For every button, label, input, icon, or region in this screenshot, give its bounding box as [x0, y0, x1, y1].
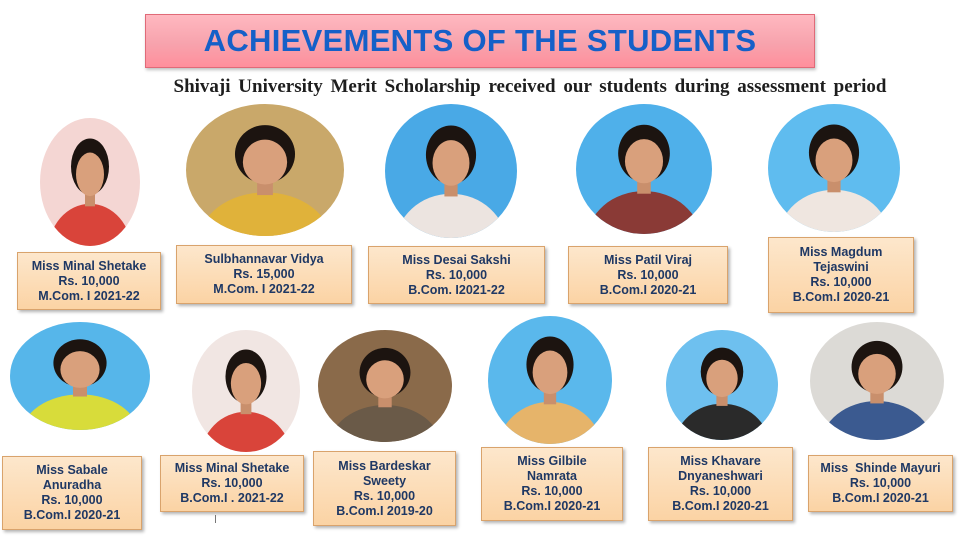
- student-course: M.Com. I 2021-22: [213, 282, 315, 296]
- face-shape: [231, 363, 261, 404]
- student-name: Sulbhannavar Vidya: [204, 252, 324, 266]
- portrait-drawing: [666, 330, 778, 440]
- portrait-drawing: [318, 330, 452, 442]
- portrait-drawing: [192, 330, 300, 452]
- portrait-drawing: [40, 118, 140, 246]
- portrait-drawing: [810, 322, 944, 440]
- student-name: Miss Shinde Mayuri: [820, 461, 941, 475]
- scholarship-amount: Rs. 10,000: [201, 476, 263, 490]
- portrait-drawing: [10, 322, 150, 430]
- student-course: B.Com.I 2020-21: [792, 290, 890, 304]
- page-title: ACHIEVEMENTS OF THE STUDENTS: [203, 23, 757, 58]
- scholarship-amount: Rs. 10,000: [689, 484, 752, 498]
- student-card: [17, 252, 161, 310]
- student-card: [176, 245, 352, 304]
- student-photo: [576, 104, 712, 234]
- portrait-drawing: [186, 104, 344, 236]
- student-name: Miss Bardeskar Sweety: [338, 458, 431, 488]
- student-photo: [318, 330, 452, 442]
- student-card: [568, 246, 728, 304]
- student-card: [368, 246, 545, 304]
- student-card: [2, 456, 142, 530]
- scholarship-amount: Rs. 10,000: [425, 267, 488, 282]
- portrait-drawing: [488, 316, 612, 444]
- scholarship-amount: Rs. 10,000: [521, 484, 583, 498]
- scholarship-amount: Rs. 10,000: [58, 273, 120, 288]
- student-photo: [40, 118, 140, 246]
- portrait-drawing: [576, 104, 712, 234]
- student-photo: [192, 330, 300, 452]
- face-shape: [706, 360, 737, 397]
- scholarship-amount: Rs. 15,000: [233, 267, 295, 281]
- scholarship-amount: Rs. 10,000: [353, 488, 416, 503]
- student-course: B.Com.I 2020-21: [832, 491, 929, 505]
- student-photo: [10, 322, 150, 430]
- student-card: [481, 447, 623, 521]
- student-photo: [768, 104, 900, 232]
- student-name: Miss Minal Shetake: [31, 258, 147, 273]
- student-card: [768, 237, 914, 313]
- student-name: Miss Magdum Tejaswini: [799, 245, 883, 274]
- student-course: B.Com.I 2020-21: [599, 282, 697, 297]
- student-course: B.Com.I . 2021-22: [180, 491, 284, 505]
- portrait-drawing: [385, 104, 517, 238]
- student-course: B.Com.I 2020-21: [23, 508, 121, 522]
- student-name: Miss Sabale Anuradha: [36, 463, 108, 492]
- student-photo: [488, 316, 612, 444]
- student-name: Miss Desai Sakshi: [402, 252, 511, 267]
- student-card: [313, 451, 456, 526]
- student-name: Miss Patil Viraj: [603, 252, 692, 267]
- student-card: [648, 447, 793, 521]
- student-course: M.Com. I 2021-22: [38, 288, 140, 303]
- divider-tick: [215, 515, 216, 523]
- student-name: Miss Khavare Dnyaneshwari: [678, 454, 763, 483]
- student-name: Miss Gilbile Namrata: [517, 454, 587, 483]
- face-shape: [816, 139, 853, 183]
- student-photo: [810, 322, 944, 440]
- student-photo: [666, 330, 778, 440]
- scholarship-amount: Rs. 10,000: [617, 267, 679, 282]
- student-photo: [385, 104, 517, 238]
- face-shape: [366, 360, 404, 398]
- student-card: [808, 455, 953, 512]
- scholarship-amount: Rs. 10,000: [41, 493, 103, 507]
- face-shape: [533, 351, 568, 395]
- face-shape: [433, 140, 470, 186]
- face-shape: [858, 354, 896, 394]
- student-photo: [186, 104, 344, 236]
- page-subtitle: Shivaji University Merit Scholarship received our students during assessment period: [173, 76, 887, 97]
- face-shape: [243, 140, 287, 185]
- portrait-drawing: [768, 104, 900, 232]
- face-shape: [60, 351, 99, 388]
- face-shape: [76, 153, 104, 197]
- student-course: B.Com. I2021-22: [408, 282, 505, 297]
- student-card: [160, 455, 304, 512]
- student-course: B.Com.I 2020-21: [503, 499, 601, 513]
- student-course: B.Com.I 2020-21: [672, 499, 769, 513]
- student-course: B.Com.I 2019-20: [336, 503, 433, 518]
- title-banner: [145, 14, 815, 68]
- scholarship-amount: Rs. 10,000: [810, 275, 872, 289]
- scholarship-amount: Rs. 10,000: [849, 476, 912, 490]
- face-shape: [625, 139, 663, 183]
- student-name: Miss Minal Shetake: [174, 461, 290, 475]
